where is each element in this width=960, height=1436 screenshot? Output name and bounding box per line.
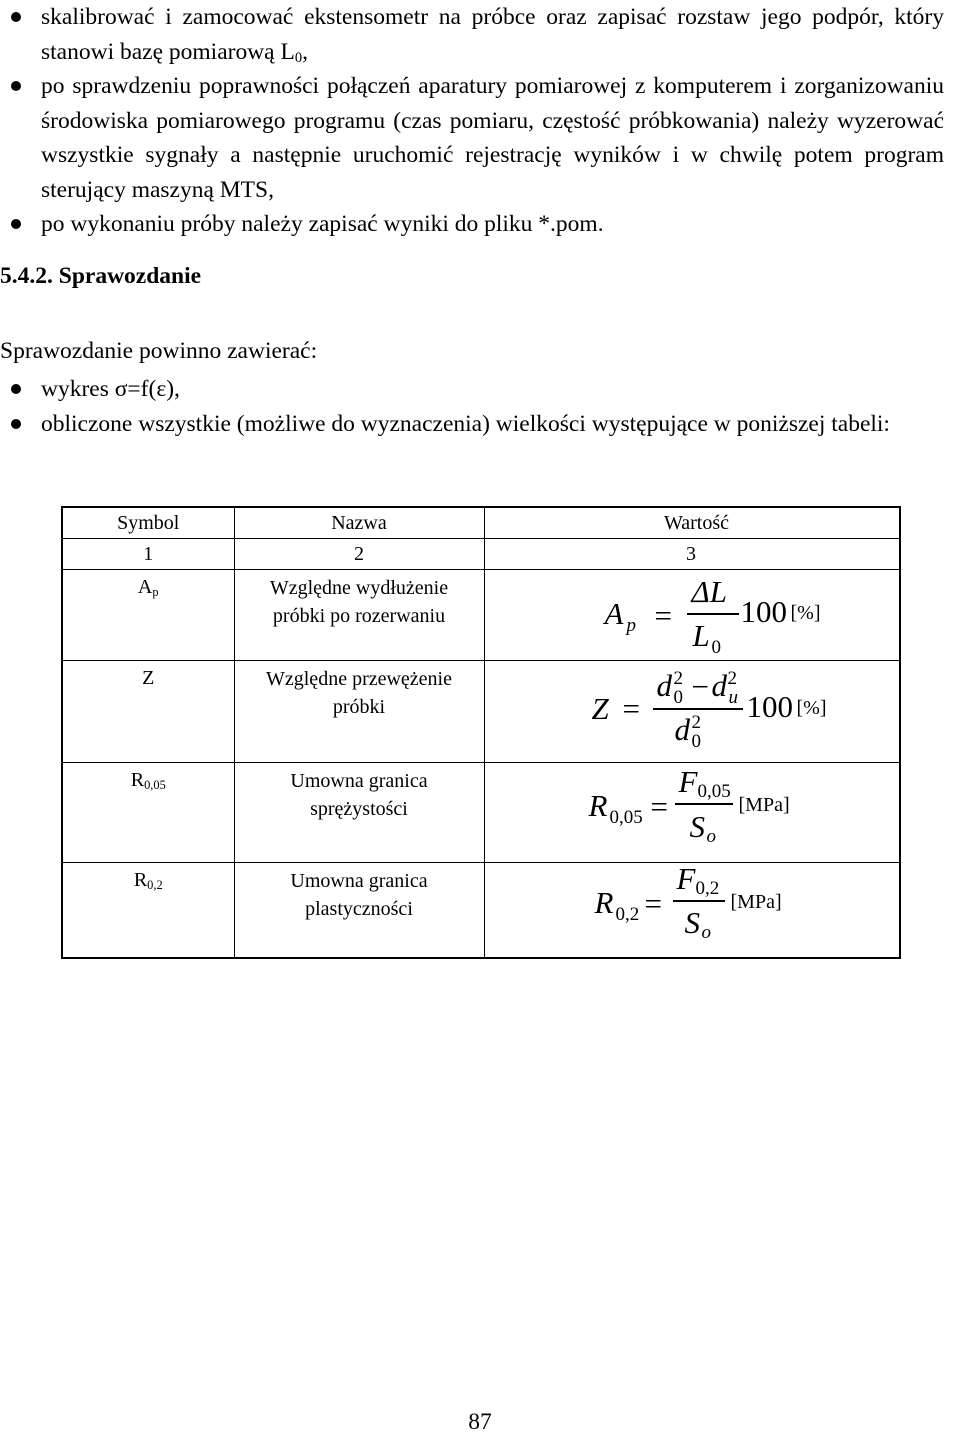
elongation-formula: A p = ΔL L 0 100 [%]	[604, 574, 821, 658]
column-number-3: 3	[484, 539, 900, 570]
list-item: obliczone wszystkie (możliwe do wyznaczenia) wielkości występujące w poniższej tabeli:	[0, 407, 944, 442]
header-name: Nazwa	[234, 507, 484, 539]
formula-cell	[484, 570, 900, 661]
table-row	[62, 763, 900, 863]
intro-paragraph: Sprawozdanie powinno zawierać:	[0, 338, 318, 364]
name-cell: Względne wydłużenie próbki po rozerwaniu	[234, 570, 484, 661]
symbol-cell: $A_p$	[62, 570, 234, 661]
page-number: 87	[468, 1409, 492, 1435]
section-heading: 5.4.2. Sprawozdanie	[0, 263, 202, 289]
properties-table	[61, 506, 901, 959]
table-row	[62, 863, 900, 959]
formula-cell	[484, 763, 900, 863]
table-row	[62, 570, 900, 661]
symbol-cell: $R_{0,05}$	[62, 763, 234, 863]
table-number-row	[62, 539, 900, 570]
symbol-cell: Z	[62, 661, 234, 763]
header-symbol: Symbol	[62, 507, 234, 539]
list-item: wykres σ=f(ε),	[0, 372, 944, 407]
name-cell: Umowna granica plastyczności	[234, 863, 484, 959]
name-cell: Umowna granica sprężystości	[234, 763, 484, 863]
list-item: po wykonaniu próby należy zapisać wyniki do pliku *.pom.	[0, 207, 944, 242]
report-requirements-list	[0, 372, 944, 441]
table-row	[62, 661, 900, 763]
list-item: skalibrować i zamocować ekstensometr na próbce oraz zapisać rozstaw jego podpór, który stanowi bazę pomiarową $L_0$,	[0, 0, 944, 69]
table-header-row	[62, 507, 900, 539]
proof-stress-formula: R 0,05 = F 0,05 S o [MPa]	[588, 764, 790, 847]
reduction-of-area-formula: Z = d 2 0 − d 2 u d 2 0 100 [%]	[591, 668, 827, 752]
yield-strength-formula: R 0,2 = F 0,2 S o [MPa]	[594, 861, 782, 943]
symbol-cell: $R_{0,2}$	[62, 863, 234, 959]
formula-cell	[484, 863, 900, 959]
instruction-list	[0, 0, 944, 242]
column-number-1: 1	[62, 539, 234, 570]
name-cell: Względne przewężenie próbki	[234, 661, 484, 763]
column-number-2: 2	[234, 539, 484, 570]
header-value: Wartość	[484, 507, 900, 539]
formula-cell	[484, 661, 900, 763]
list-item: po sprawdzeniu poprawności połączeń aparatury pomiarowej z komputerem i zorganizowaniu środowiska pomiarowego programu (czas pomiaru, częstość próbkowania) należy wyzerować wszystkie sygnały a następnie uruchomić rejestrację wyników i w chwilę potem program sterujący maszyną MTS,	[0, 69, 944, 207]
